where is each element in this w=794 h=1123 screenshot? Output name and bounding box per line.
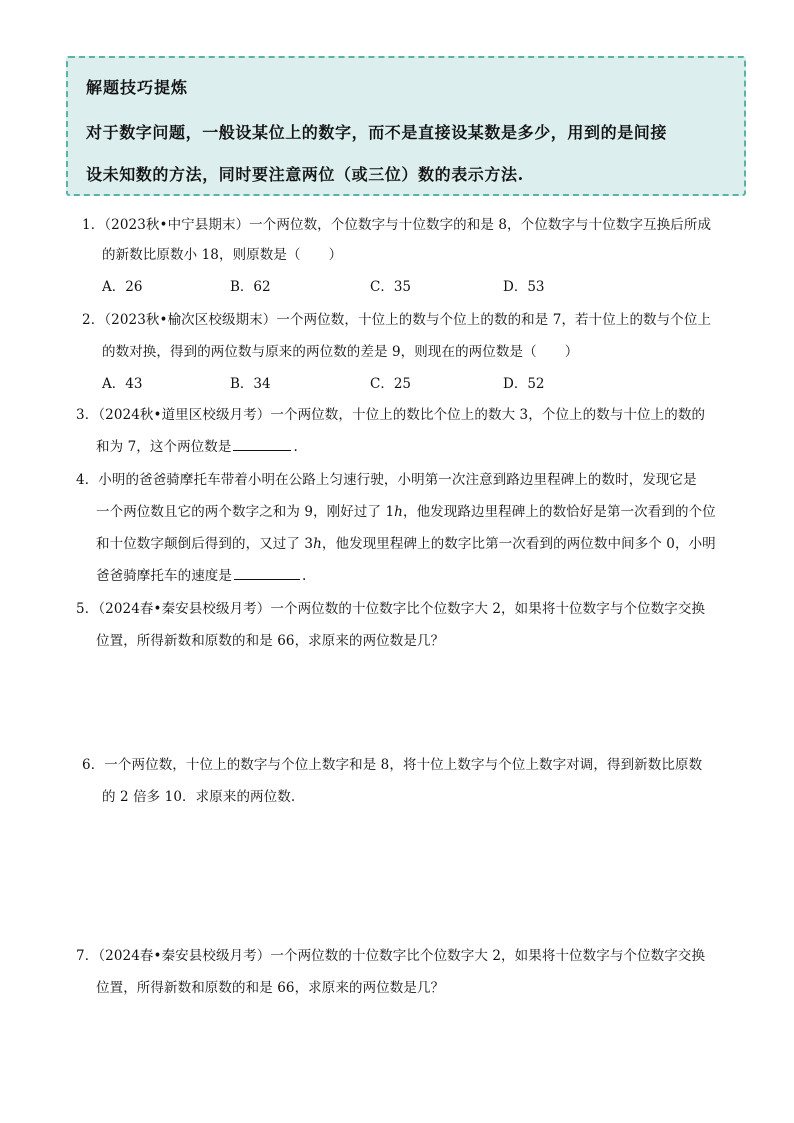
question-text: 位置，所得新数和原数的和是 66，求原来的两位数是几？ xyxy=(96,980,445,996)
option-b[interactable]: B．62 xyxy=(230,279,271,295)
option-d[interactable]: D．52 xyxy=(503,376,545,392)
question-text: 和十位数字颠倒后得到的，又过了 3 xyxy=(96,536,314,552)
answer-blank[interactable] xyxy=(233,437,291,451)
question-text: （2024秋•道里区校级月考）一个两位数，十位上的数比个位上的数大 3，个位上的数与十位上的数的 xyxy=(98,407,706,423)
question-text: 的数对换，得到的两位数与原来的两位数的差是 9，则现在的两位数是（ xyxy=(102,344,537,360)
question-text: 一个两位数，十位上的数字与个位上数字和是 8，将十位上数字与个位上数字对调，得到新数比原数 xyxy=(104,757,703,773)
question-text: 位置，所得新数和原数的和是 66，求原来的两位数是几？ xyxy=(96,633,445,649)
question-number: 6． xyxy=(82,757,105,773)
option-d[interactable]: D．53 xyxy=(503,279,545,295)
question-number: 3． xyxy=(76,407,99,423)
question-number: 7． xyxy=(76,948,99,964)
tip-title: 解题技巧提炼 xyxy=(86,78,189,97)
question-text: （2023秋•榆次区校级期末）一个两位数，十位上的数与个位上的数的和是 7，若十位上的数与个位上 xyxy=(104,312,712,328)
option-c[interactable]: C．35 xyxy=(370,279,412,295)
question-text: 一个两位数且它的两个数字之和为 9，刚好过了 1 xyxy=(96,504,395,520)
tip-line-2: 设未知数的方法，同时要注意两位（或三位）数的表示方法. xyxy=(86,165,524,184)
option-c[interactable]: C．25 xyxy=(370,376,412,392)
question-text: （2024春•秦安县校级月考）一个两位数的十位数字比个位数字大 2，如果将十位数字与个位数字交换 xyxy=(98,601,706,617)
question-text: . xyxy=(293,439,298,455)
question-text: ） xyxy=(564,344,579,360)
question-number: 1． xyxy=(82,217,105,233)
question-text: ） xyxy=(328,247,343,263)
unit-h: h xyxy=(394,504,403,520)
question-text: （2023秋•中宁县期末）一个两位数，个位数字与十位数字的和是 8，个位数字与十位数字互换后所成 xyxy=(104,217,712,233)
question-text: . xyxy=(302,568,307,584)
question-number: 4． xyxy=(76,472,99,488)
question-text: （2024春•秦安县校级月考）一个两位数的十位数字比个位数字大 2，如果将十位数字与个位数字交换 xyxy=(98,948,706,964)
option-b[interactable]: B．34 xyxy=(230,376,271,392)
option-a[interactable]: A．26 xyxy=(102,279,143,295)
answer-blank[interactable] xyxy=(234,566,300,580)
question-text: 爸爸骑摩托车的速度是 xyxy=(96,568,232,584)
question-text: 和为 7，这个两位数是 xyxy=(96,439,232,455)
tip-line-1: 对于数字问题，一般设某位上的数字，而不是直接设某数是多少，用到的是间接 xyxy=(86,123,668,142)
question-text: ，他发现路边里程碑上的数恰好是第一次看到的个位 xyxy=(402,504,716,520)
question-number: 5． xyxy=(76,601,99,617)
question-text: 的 2 倍多 10．求原来的两位数. xyxy=(102,789,296,805)
question-text: 小明的爸爸骑摩托车带着小明在公路上匀速行驶，小明第一次注意到路边里程碑上的数时，发现它是 xyxy=(98,472,697,488)
question-text: 的新数比原数小 18，则原数是（ xyxy=(102,247,301,263)
question-text: ，他发现里程碑上的数字比第一次看到的两位数中间多个 0，小明 xyxy=(321,536,716,552)
option-a[interactable]: A．43 xyxy=(102,376,143,392)
question-number: 2． xyxy=(82,312,105,328)
unit-h: h xyxy=(313,536,322,552)
